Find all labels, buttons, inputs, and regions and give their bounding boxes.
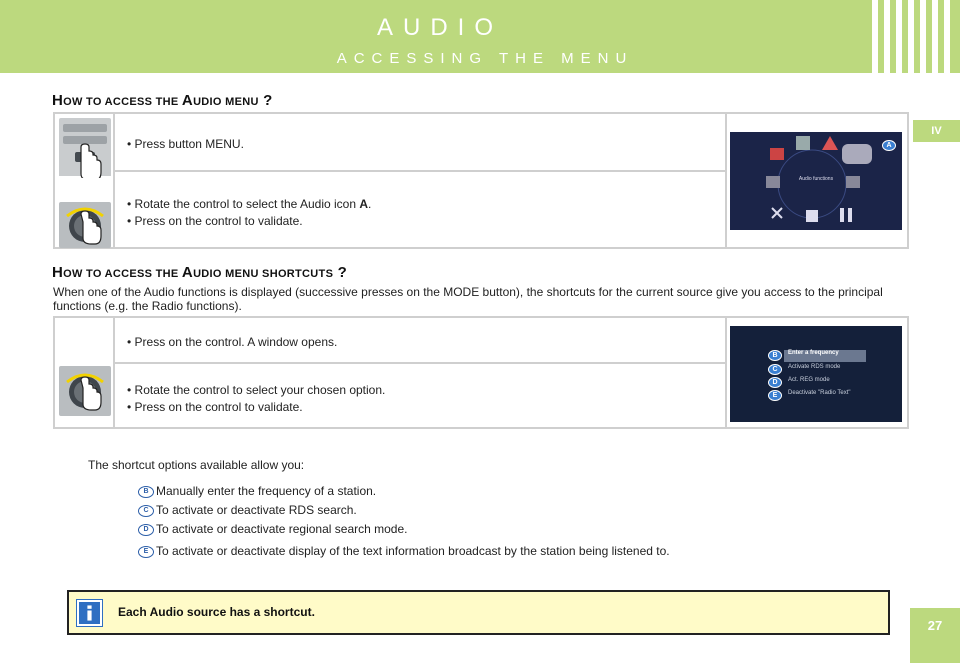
shortcut-item-c: Activate RDS mode	[788, 364, 841, 370]
audio-menu-screen	[730, 132, 902, 230]
section2-box	[53, 316, 909, 429]
badge-c: C	[768, 364, 782, 375]
option-badge-b: B	[138, 486, 154, 498]
section1-heading: HOW TO ACCESS THE AUDIO MENU ?	[52, 92, 273, 109]
section2-row1	[115, 318, 725, 364]
note-text: Each Audio source has a shortcut.	[118, 605, 315, 619]
section1-box	[53, 112, 909, 249]
option-badge-d: D	[138, 524, 154, 536]
section2-paragraph: When one of the Audio functions is displayed (successive presses on the MODE button), the shortcuts for the current source give you access to the principal functions (e.g. the Radio functions).	[53, 285, 883, 313]
page-number: 27	[910, 608, 960, 663]
header-stripes	[872, 0, 950, 73]
chapter-tab: IV	[913, 120, 960, 142]
rotary-control-hand-icon-2	[59, 366, 111, 416]
option-c: C To activate or deactivate RDS search.	[138, 503, 357, 517]
option-d: D To activate or deactivate regional search mode.	[138, 522, 407, 536]
section2-row1-text: • Press on the control. A window opens.	[127, 335, 338, 349]
section2-heading: HOW TO ACCESS THE AUDIO MENU SHORTCUTS ?	[52, 264, 348, 281]
info-icon	[77, 600, 102, 626]
badge-e: E	[768, 390, 782, 401]
options-intro: The shortcut options available allow you:	[88, 458, 305, 472]
section2-icon-column	[55, 318, 115, 427]
rotary-control-hand-icon	[59, 202, 111, 248]
badge-a: A	[882, 140, 896, 151]
section1-icon-column	[55, 114, 115, 247]
shortcut-item-e: Deactivate "Radio Text"	[788, 390, 851, 396]
section2-screen-column	[725, 318, 907, 427]
badge-b: B	[768, 350, 782, 361]
section1-screen-column	[725, 114, 907, 247]
option-e: E To activate or deactivate display of the text information broadcast by the station being listened to.	[138, 544, 670, 558]
option-badge-c: C	[138, 505, 154, 517]
section2-row2-text: • Rotate the control to select your chosen option. • Press on the control to validate.	[127, 383, 386, 414]
shortcut-menu-screen	[730, 326, 902, 422]
option-b: B Manually enter the frequency of a station.	[138, 484, 376, 498]
page-header	[0, 0, 960, 73]
option-badge-e: E	[138, 546, 154, 558]
header-title: AUDIO	[376, 14, 503, 41]
info-note	[67, 590, 890, 635]
section1-row1-text: • Press button MENU.	[127, 137, 244, 151]
section2-row2	[115, 364, 725, 429]
shortcut-item-d: Act. REG mode	[788, 377, 830, 383]
shortcut-item-b: Enter a frequency	[788, 350, 839, 356]
badge-d: D	[768, 377, 782, 388]
screen-audio-label: Audio functions	[798, 176, 834, 182]
section1-row2-text: • Rotate the control to select the Audio icon A. • Press on the control to validate.	[127, 197, 372, 228]
header-subtitle: ACCESSING THE MENU	[336, 50, 634, 67]
section1-row1	[115, 114, 725, 172]
menu-button-hand-icon	[59, 118, 111, 178]
section1-row2	[115, 172, 725, 249]
